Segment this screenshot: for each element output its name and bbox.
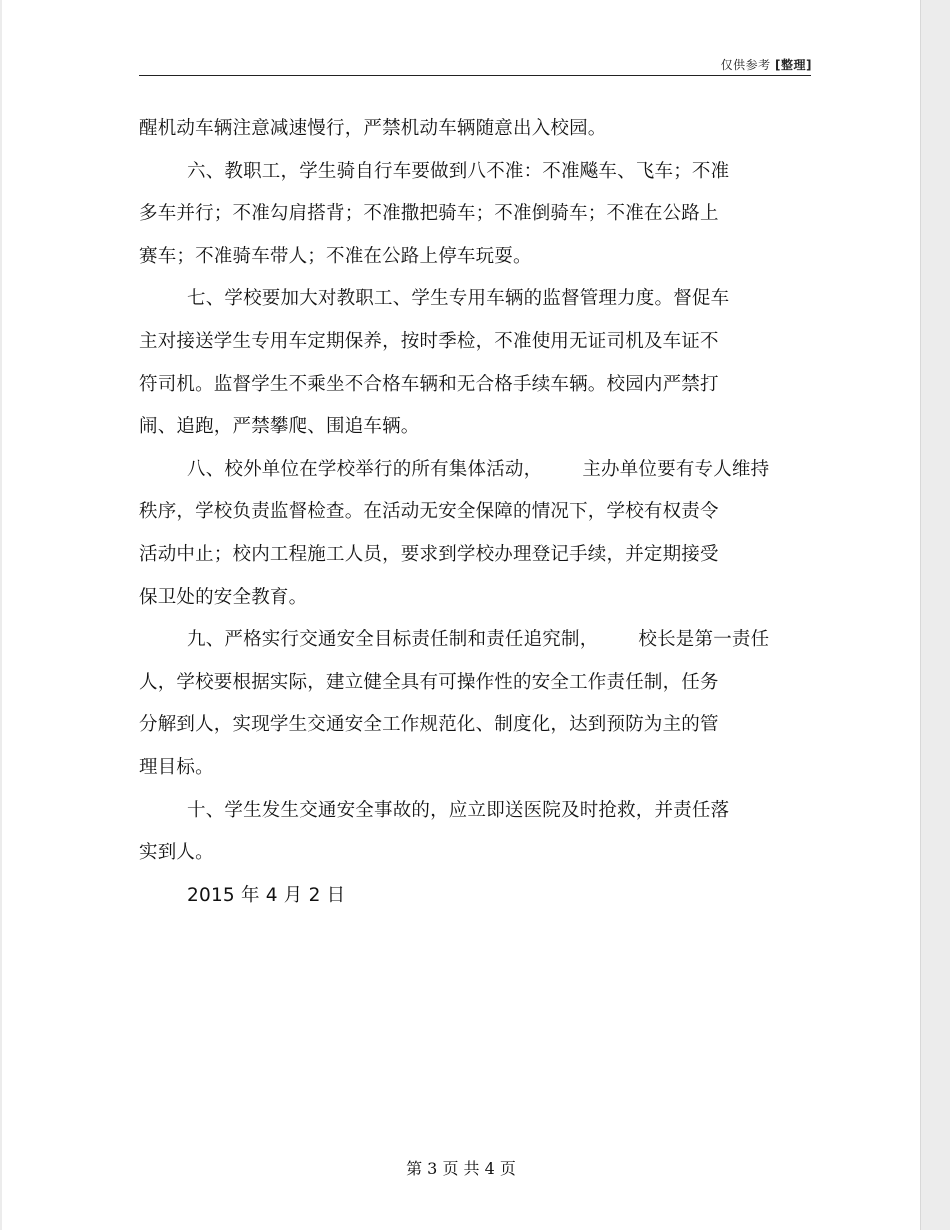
- text-line: 人，学校要根据实际，建立健全具有可操作性的安全工作责任制，任务: [139, 671, 719, 693]
- paragraph-start-line: 十、学生发生交通安全事故的，应立即送医院及时抢救，并责任落: [187, 799, 730, 821]
- text-line: 活动中止；校内工程施工人员，要求到学校办理登记手续，并定期接受: [139, 543, 719, 565]
- text-segment: 八、校外单位在学校举行的所有集体活动，: [187, 458, 543, 480]
- paragraph-start-line: 六、教职工，学生骑自行车要做到八不准：不准飚车、飞车；不准: [187, 160, 730, 182]
- text-line: 赛车；不准骑车带人；不准在公路上停车玩耍。: [139, 245, 532, 267]
- paragraph-start-line: 七、学校要加大对教职工、学生专用车辆的监督管理力度。督促车: [187, 288, 730, 310]
- text-segment: 校长是第一责任: [638, 629, 770, 651]
- text-line: 保卫处的安全教育。: [139, 586, 308, 608]
- header-tag: [整理]: [775, 58, 812, 72]
- header-divider: [139, 75, 811, 76]
- header-note-text: 仅供参考: [720, 58, 771, 72]
- text-line: 秩序，学校负责监督检查。在活动无安全保障的情况下，学校有权责令: [139, 501, 719, 523]
- text-line: 符司机。监督学生不乘坐不合格车辆和无合格手续车辆。校园内严禁打: [139, 373, 719, 395]
- text-line: 多车并行；不准勾肩搭背；不准撒把骑车；不准倒骑车；不准在公路上: [139, 203, 719, 225]
- header-note: [721, 56, 812, 73]
- text-line: 醒机动车辆注意减速慢行，严禁机动车辆随意出入校园。: [139, 118, 607, 139]
- text-segment: 九、严格实行交通安全目标责任制和责任追究制，: [187, 629, 599, 651]
- page-number: 第 3 页 共 4 页: [406, 1159, 516, 1178]
- text-line: 理目标。: [139, 756, 214, 778]
- paragraph-start-line: [139, 619, 819, 662]
- text-line: 主对接送学生专用车定期保养，按时季检，不准使用无证司机及车证不: [139, 330, 719, 352]
- text-line: 闹、追跑，严禁攀爬、围追车辆。: [139, 416, 420, 438]
- document-body: [139, 108, 819, 917]
- text-line: 实到人。: [139, 842, 214, 864]
- text-line: 分解到人，实现学生交通安全工作规范化、制度化，达到预防为主的管: [139, 714, 719, 736]
- date-line: 2015 年 4 月 2 日: [187, 884, 346, 906]
- text-segment: 主办单位要有专人维持: [582, 458, 770, 480]
- paragraph-start-line: [139, 449, 819, 492]
- document-page: [2, 0, 921, 1230]
